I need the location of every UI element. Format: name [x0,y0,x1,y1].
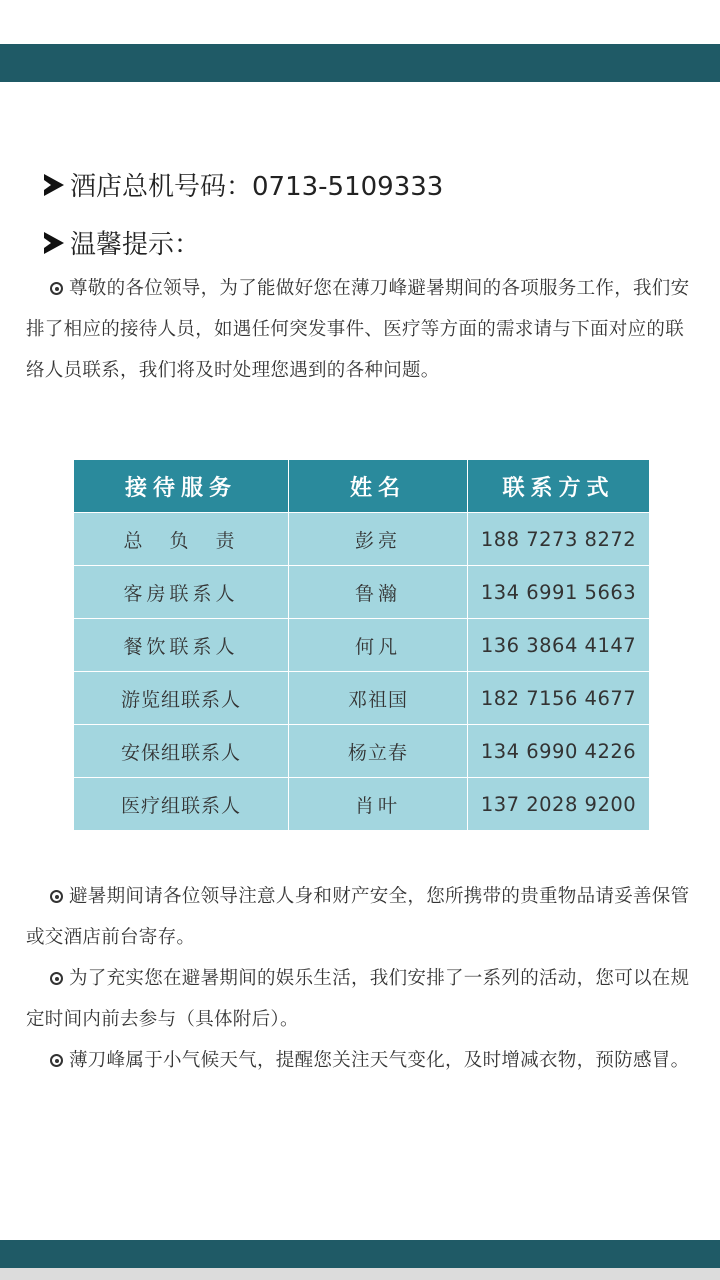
note-text: 薄刀峰属于小气候天气，提醒您关注天气变化，及时增减衣物，预防感冒。 [69,1050,690,1071]
table-row [74,777,649,830]
top-banner [0,44,720,82]
table-row [74,512,649,565]
cell-name: 鲁瀚 [289,566,468,618]
header-service: 接待服务 [74,460,289,512]
target-bullet-icon [50,890,63,903]
header-name: 姓名 [289,460,468,512]
cell-phone[interactable]: 134 6990 4226 [480,739,637,763]
tips-heading [44,224,200,261]
target-bullet-icon [50,972,63,985]
arrow-right-icon [44,174,64,196]
cell-service: 医疗组联系人 [74,778,289,830]
hotline-heading [44,166,443,203]
cell-name: 何凡 [289,619,468,671]
table-row [74,671,649,724]
table-header-row [74,460,649,512]
cell-service: 总 负 责 [74,513,289,565]
table-row [74,565,649,618]
header-contact: 联系方式 [502,475,615,501]
intro-paragraph [26,268,696,391]
cell-phone[interactable]: 136 3864 4147 [480,633,637,657]
cell-name: 彭亮 [289,513,468,565]
cell-name: 肖叶 [289,778,468,830]
table-row [74,724,649,777]
contact-table [74,460,649,830]
cell-service: 客房联系人 [74,566,289,618]
cell-service: 安保组联系人 [74,725,289,777]
cell-phone[interactable]: 137 2028 9200 [480,792,637,816]
note-text: 为了充实您在避暑期间的娱乐生活，我们安排了一系列的活动，您可以在规定时间内前去参与（具体附后）。 [26,968,690,1030]
note-activities [26,958,696,1040]
bottom-banner [0,1240,720,1268]
intro-text: 尊敬的各位领导，为了能做好您在薄刀峰避暑期间的各项服务工作，我们安排了相应的接待人员，如遇任何突发事件、医疗等方面的需求请与下面对应的联络人员联系，我们将及时处理您遇到的各种问题。 [26,278,690,381]
target-bullet-icon [50,1054,63,1067]
tips-heading-text: 温馨提示： [70,230,201,260]
cell-phone[interactable]: 182 7156 4677 [480,686,637,710]
cell-name: 杨立春 [289,725,468,777]
hotline-text: 酒店总机号码：0713-5109333 [70,172,444,202]
cell-service: 餐饮联系人 [74,619,289,671]
cell-service: 游览组联系人 [74,672,289,724]
arrow-right-icon [44,232,64,254]
target-bullet-icon [50,282,63,295]
table-row [74,618,649,671]
top-margin [0,0,720,44]
note-text: 避暑期间请各位领导注意人身和财产安全，您所携带的贵重物品请妥善保管或交酒店前台寄存。 [26,886,690,948]
cell-phone[interactable]: 188 7273 8272 [480,527,637,551]
bottom-margin [0,1268,720,1280]
cell-phone[interactable]: 134 6991 5663 [480,580,637,604]
note-safety [26,876,696,958]
note-weather [26,1040,696,1081]
cell-name: 邓祖国 [289,672,468,724]
